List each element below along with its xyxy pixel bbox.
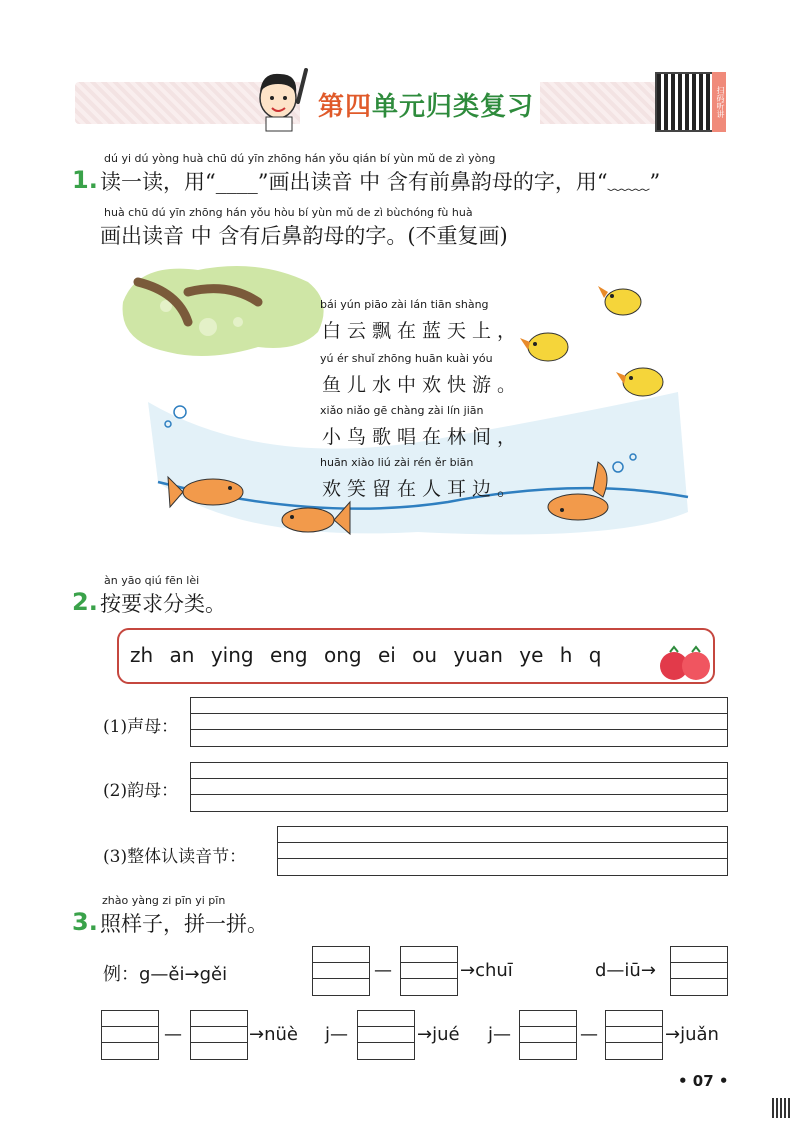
dash-3: — xyxy=(580,1024,598,1045)
poem-line-3-pinyin: xiǎo niǎo gē chàng zài lín jiān xyxy=(320,404,484,417)
pinyin-box-5[interactable] xyxy=(190,1010,248,1060)
pinyin-box-8[interactable] xyxy=(605,1010,663,1060)
boy-mascot-icon xyxy=(248,62,312,132)
bird-2-icon xyxy=(520,333,568,361)
pinyin-box-2[interactable] xyxy=(400,946,458,996)
answer-lines-1[interactable] xyxy=(190,697,728,747)
q2-text: 按要求分类。 xyxy=(100,592,226,616)
target-nue: →nüè xyxy=(249,1024,298,1045)
example-text: 例：g—ěi→gěi xyxy=(103,964,228,985)
poem-line-2-text: 鱼儿水中欢快游。 xyxy=(322,374,523,396)
poem-line-4-text: 欢笑留在人耳边。 xyxy=(322,478,523,500)
q2-pinyin: àn yāo qiú fēn lèi xyxy=(104,574,200,587)
qr-tag: 扫码听讲 xyxy=(712,72,726,132)
pinyin-box-7[interactable] xyxy=(519,1010,577,1060)
poem-line-2-pinyin: yú ér shuǐ zhōng huān kuài yóu xyxy=(320,352,493,365)
q3-pinyin: zhào yàng zi pīn yi pīn xyxy=(102,894,226,907)
item-3-label: (3)整体认读音节： xyxy=(103,847,247,867)
q1-line1-pinyin: dú yi dú yòng huà chū dú yīn zhōng hán yǒu qián bí yùn mǔ de zì yòng xyxy=(104,152,496,165)
page-title: 第四单元归类复习 xyxy=(318,92,535,122)
prompt-d-iu: d—iū→ xyxy=(595,960,656,981)
poem-line-4-pinyin: huān xiào liú zài rén ěr biān xyxy=(320,456,474,469)
bird-3-icon xyxy=(616,368,663,396)
pinyin-box-3[interactable] xyxy=(670,946,728,996)
question-2-number: 2. xyxy=(72,588,98,616)
page-number: • 07 • xyxy=(678,1072,729,1090)
q1-line2-pinyin: huà chū dú yīn zhōng hán yǒu hòu bí yùn mǔ de zì bùchóng fù huà xyxy=(104,206,473,219)
bird-1-icon xyxy=(598,286,641,315)
pinyin-box-4[interactable] xyxy=(101,1010,159,1060)
poem-line-3-text: 小鸟歌唱在林间， xyxy=(322,426,523,448)
poem-line-1-pinyin: bái yún piāo zài lán tiān shàng xyxy=(320,298,489,311)
target-juan: →juǎn xyxy=(665,1024,719,1045)
dash-2: — xyxy=(164,1024,182,1045)
pinyin-box-1[interactable] xyxy=(312,946,370,996)
answer-lines-2[interactable] xyxy=(190,762,728,812)
answer-lines-3[interactable] xyxy=(277,826,728,876)
pinyin-box-6[interactable] xyxy=(357,1010,415,1060)
pomegranate-icon xyxy=(656,644,716,684)
qr-code[interactable] xyxy=(655,72,715,132)
q1-line1-text: 读一读，用“____”画出读音 中 含有前鼻韵母的字，用“﹏﹏” xyxy=(100,170,661,194)
dash-1: — xyxy=(374,960,392,981)
prompt-j-2: j— xyxy=(488,1024,512,1045)
small-qr-code xyxy=(772,1098,792,1118)
prompt-j-1: j— xyxy=(325,1024,349,1045)
question-1-number: 1. xyxy=(72,166,98,194)
q1-line2-text: 画出读音 中 含有后鼻韵母的字。(不重复画) xyxy=(100,224,508,248)
q3-text: 照样子，拼一拼。 xyxy=(100,912,268,936)
target-jue: →jué xyxy=(417,1024,460,1045)
question-3-number: 3. xyxy=(72,908,98,936)
target-chui: →chuī xyxy=(460,960,513,981)
item-1-label: (1)声母： xyxy=(103,717,179,737)
letters-list: zh an ying eng ong ei ou yuan ye h q xyxy=(130,643,602,667)
poem-line-1-text: 白云飘在蓝天上， xyxy=(322,320,523,342)
item-2-label: (2)韵母： xyxy=(103,781,179,801)
